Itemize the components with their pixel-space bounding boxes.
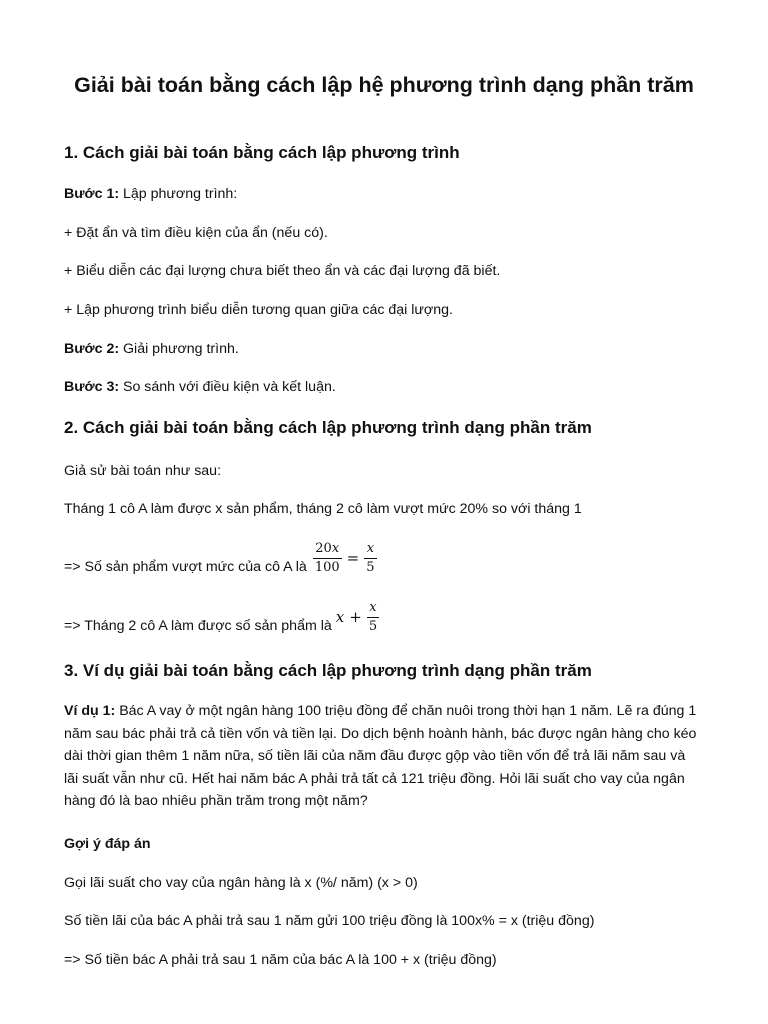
hint-line-3: => Số tiền bác A phải trả sau 1 năm của bác A là 100 + x (triệu đồng)	[64, 952, 497, 968]
section-2-premise: Tháng 1 cô A làm được x sản phẩm, tháng 2 cô làm vượt mức 20% so với tháng 1	[64, 501, 582, 517]
step-1-text: Lập phương trình:	[119, 186, 238, 202]
step-3-text: So sánh với điều kiện và kết luận.	[119, 379, 336, 395]
hint-heading: Gợi ý đáp án	[64, 836, 151, 852]
section-2-intro: Giả sử bài toán như sau:	[64, 463, 222, 479]
example-1-text: Bác A vay ở một ngân hàng 100 triệu đồng để chăn nuôi trong thời hạn 1 năm. Lẽ ra đúng 1 năm sau bác phải trả cả tiền vốn và tiền lại. Do dịch bệnh hoành hành, bác được ngân hàng cho kéo dài thời gian thêm 1 năm nữa, số tiền lãi của năm đầu được gộp vào tiền vốn để trả lãi năm sau và lãi suất vẫn như cũ. Hết hai năm bác A phải trả tất cả 121 triệu đồng. Hỏi lãi suất cho vay của ngân hàng đó là bao nhiêu phần trăm trong một năm?	[64, 703, 697, 809]
month-2-products-line	[64, 595, 704, 639]
bullet-3: + Lập phương trình biểu diễn tương quan giữa các đại lượng.	[64, 302, 453, 318]
section-2-heading: 2. Cách giải bài toán bằng cách lập phương trình dạng phần trăm	[64, 418, 592, 437]
bullet-1: + Đặt ẩn và tìm điều kiện của ẩn (nếu có).	[64, 225, 328, 241]
example-1-paragraph	[64, 700, 700, 813]
fraction-numerator-variable: x	[366, 541, 375, 556]
fraction-denominator: 100	[314, 560, 340, 575]
page-title: Giải bài toán bằng cách lập hệ phương trình dạng phần trăm	[74, 73, 694, 97]
variable-x: x	[335, 608, 345, 626]
excess-products-line	[64, 536, 704, 580]
fraction-numerator-variable: x	[331, 541, 340, 556]
step-1-label: Bước 1:	[64, 186, 120, 202]
example-1-label: Ví dụ 1:	[64, 703, 116, 719]
fraction-x-over-5	[367, 600, 379, 634]
hint-line-1: Gọi lãi suất cho vay của ngân hàng là x (%/ năm) (x > 0)	[64, 875, 418, 891]
fraction-denominator: 5	[368, 619, 378, 634]
step-2-label: Bước 2:	[64, 341, 120, 357]
fraction-denominator: 5	[366, 560, 375, 575]
step-1	[64, 183, 704, 205]
equals-sign: =	[346, 549, 360, 567]
step-2	[64, 338, 704, 360]
plus-sign: +	[349, 608, 362, 626]
step-3	[64, 376, 704, 398]
section-3-heading: 3. Ví dụ giải bài toán bằng cách lập phương trình dạng phần trăm	[64, 661, 592, 680]
section-1-heading: 1. Cách giải bài toán bằng cách lập phương trình	[64, 143, 460, 162]
excess-products-text: => Số sản phẩm vượt mức của cô A là	[64, 559, 307, 575]
bullet-2: + Biểu diễn các đại lượng chưa biết theo ẩn và các đại lượng đã biết.	[64, 263, 501, 279]
step-2-text: Giải phương trình.	[119, 341, 239, 357]
hint-line-2: Số tiền lãi của bác A phải trả sau 1 năm gửi 100 triệu đồng là 100x% = x (triệu đồng)	[64, 913, 595, 929]
fraction-20x-over-100	[313, 541, 342, 575]
month-2-products-text: => Tháng 2 cô A làm được số sản phẩm là	[64, 618, 332, 634]
fraction-x-over-5	[364, 541, 376, 575]
fraction-numerator-variable: x	[369, 600, 377, 615]
fraction-numerator-number: 20	[315, 541, 332, 556]
step-3-label: Bước 3:	[64, 379, 120, 395]
